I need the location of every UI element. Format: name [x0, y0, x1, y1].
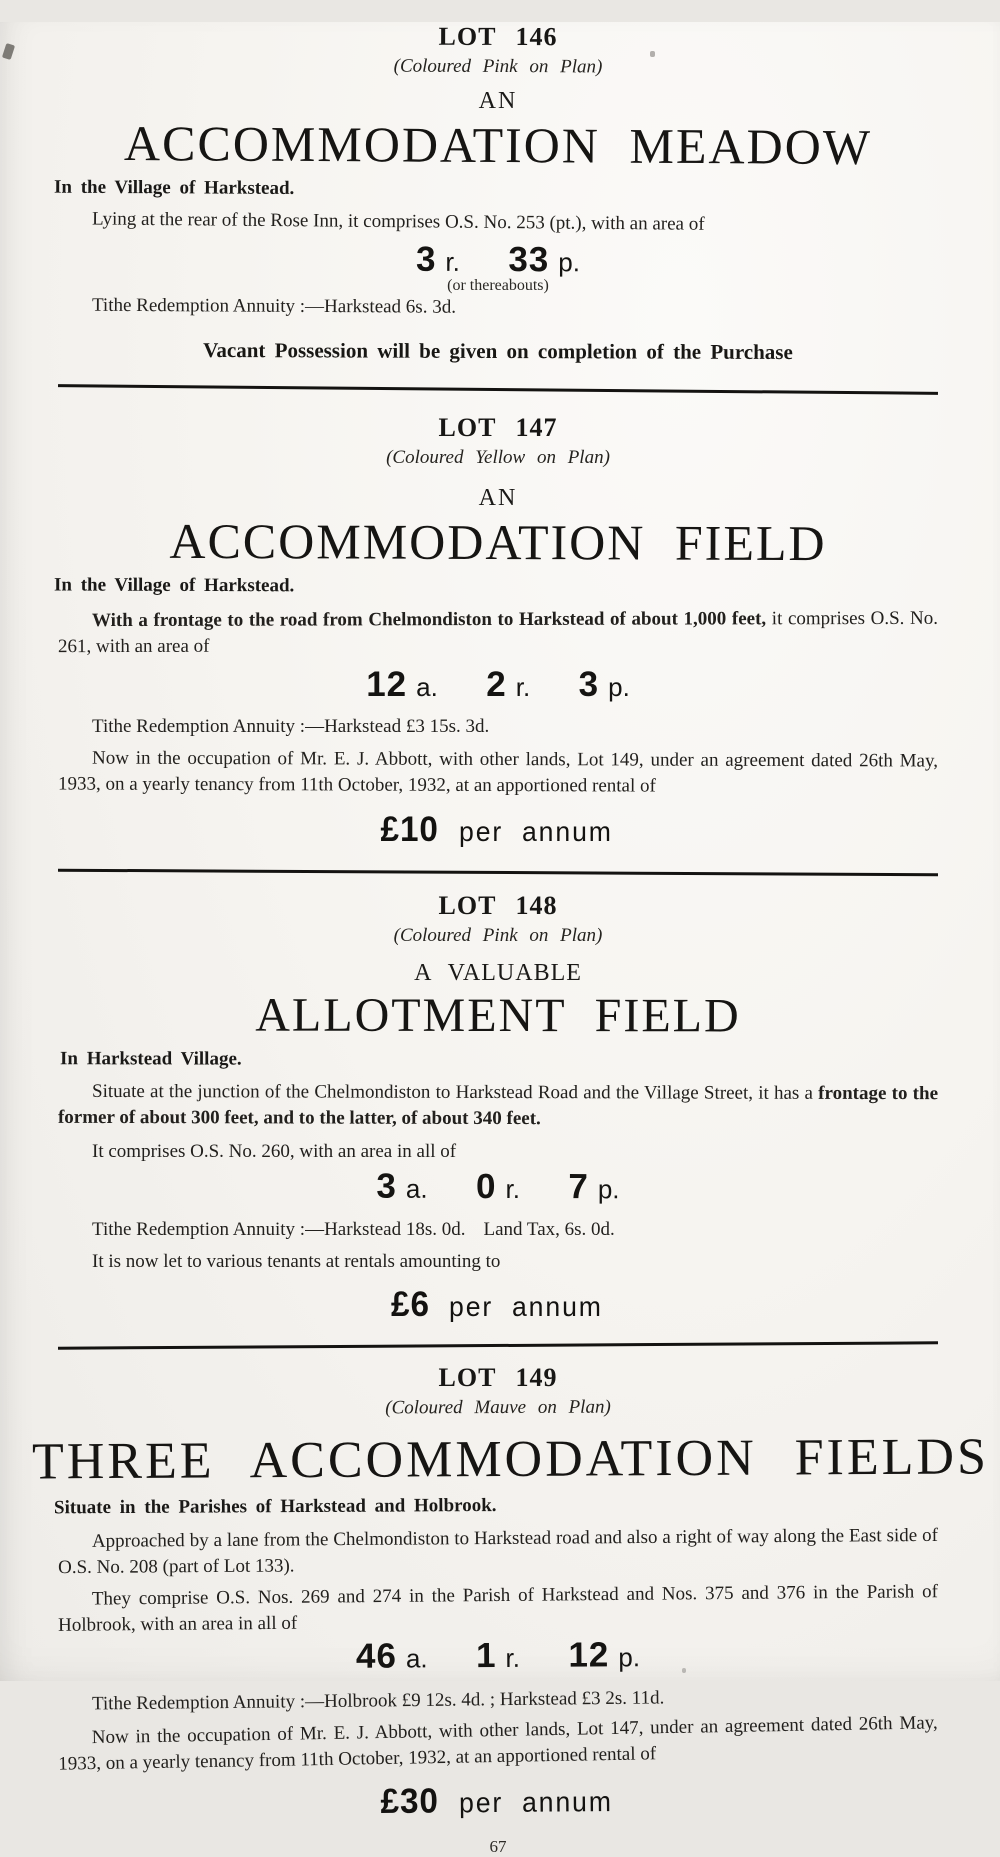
area-pair — [416, 241, 460, 280]
pre-title: AN — [478, 485, 518, 512]
colour-note: (Coloured Pink on Plan) — [393, 925, 603, 947]
area-note: (or thereabouts) — [447, 277, 549, 295]
rent-line — [58, 1285, 938, 1325]
section-divider — [58, 1341, 938, 1349]
area-pair — [366, 666, 438, 705]
colour-note: (Coloured Yellow on Plan) — [386, 447, 610, 469]
description-bold: With a frontage to the road from Chelmondiston to Harkstead of about 1,000 feet, — [91, 608, 772, 632]
lot-147-section — [53, 413, 939, 874]
area-pair — [476, 1637, 520, 1676]
description-bold: frontage to the former of about 300 feet, and to the latter, of about 340 feet. — [57, 1082, 939, 1129]
description-paragraph — [58, 606, 938, 660]
lot-title: ALLOTMENT FIELD — [255, 988, 741, 1043]
lot-heading: LOT 148 — [438, 891, 558, 921]
area-number: 33 — [508, 239, 550, 280]
lot-title: ACCOMMODATION MEADOW — [123, 115, 873, 175]
area-number: 46 — [355, 1636, 397, 1676]
rent-line — [58, 1778, 938, 1826]
tithe-line: Tithe Redemption Annuity :—Holbrook £9 12s. 4d. ; Harkstead £3 2s. 11d. — [91, 1687, 665, 1715]
area-number: 3 — [376, 1167, 397, 1207]
location-line: In the Village of Harkstead. — [53, 574, 295, 597]
area-number: 2 — [486, 664, 507, 704]
lot-title: ACCOMMODATION FIELD — [169, 513, 827, 572]
possession-line: Vacant Possession will be given on completion of the Purchase — [203, 338, 793, 365]
lot-146-section — [53, 21, 938, 391]
tithe-line: Tithe Redemption Annuity :—Harkstead 6s. 3d. — [91, 295, 457, 319]
comprises-paragraph: It comprises O.S. No. 260, with an area in all of — [92, 1140, 457, 1162]
section-divider — [58, 384, 938, 395]
lot-heading: LOT 146 — [438, 21, 558, 52]
area-figure — [58, 1167, 938, 1208]
page-number: 67 — [489, 1837, 507, 1857]
rent-amount: £30 — [380, 1781, 440, 1822]
area-pair — [376, 1168, 427, 1207]
description-pre: Situate at the junction of the Chelmondiston to Harkstead Road and the Village Street, it has a — [92, 1080, 819, 1104]
area-number: 7 — [568, 1167, 589, 1207]
tithe-text: Tithe Redemption Annuity :—Harkstead 18s. 0d. — [92, 1218, 466, 1240]
description-paragraph — [58, 1079, 938, 1133]
section-divider — [58, 869, 938, 877]
pre-title: A VALUABLE — [414, 960, 582, 987]
rent-line — [58, 810, 938, 850]
rent-per-annum: per annum — [448, 1290, 603, 1322]
area-unit: a. — [405, 1174, 428, 1205]
area-number: 1 — [475, 1636, 497, 1676]
area-pair — [568, 1169, 619, 1208]
occupation-paragraph: Now in the occupation of Mr. E. J. Abbott, with other lands, Lot 149, under an agreement dated 26th May, 1933, on a yearly tenancy from 11th October, 1932, at an apportioned rental of — [57, 748, 939, 797]
tithe-line — [92, 1219, 938, 1241]
rent-amount: £10 — [380, 810, 440, 850]
area-unit: p. — [618, 1642, 641, 1673]
colour-note: (Coloured Pink on Plan) — [393, 55, 603, 78]
rent-per-annum: per annum — [458, 816, 613, 848]
area-unit: r. — [505, 1174, 520, 1205]
area-pair — [486, 666, 530, 705]
location-line: In Harkstead Village. — [59, 1048, 242, 1070]
lot-heading: LOT 149 — [438, 1362, 558, 1392]
description-paragraph: Lying at the rear of the Rose Inn, it comprises O.S. No. 253 (pt.), with an area of — [91, 208, 705, 235]
description-rest: it comprises O.S. No. 261, with an area of — [58, 608, 938, 658]
lot-148-section — [58, 891, 938, 1347]
area-unit: p. — [597, 1174, 620, 1205]
catalogue-page — [0, 21, 1000, 1857]
area-figure — [58, 1635, 938, 1678]
area-number: 0 — [475, 1167, 497, 1207]
area-unit: a. — [416, 671, 438, 702]
rent-per-annum: per annum — [458, 1786, 613, 1819]
area-unit: a. — [405, 1643, 428, 1674]
occupation-paragraph: Now in the occupation of Mr. E. J. Abbott, with other lands, Lot 147, under an agreement dated 26th May, 1933, on a yearly tenancy from 11th October, 1932, at an apportioned rental of — [58, 1712, 938, 1775]
rent-amount: £6 — [390, 1284, 430, 1324]
area-number: 3 — [415, 239, 437, 279]
lot-149-section — [31, 1362, 990, 1822]
area-pair — [508, 241, 580, 280]
letting-paragraph: It is now let to various tenants at rentals amounting to — [92, 1250, 501, 1272]
ink-speck — [2, 43, 15, 60]
area-unit: r. — [515, 671, 531, 702]
area-number: 3 — [578, 664, 600, 704]
area-pair — [476, 1168, 520, 1207]
area-unit: p. — [608, 671, 630, 702]
approach-paragraph: Approached by a lane from the Chelmondiston to Harkstead road and also a right of way along the East side of O.S. No. 208 (part of Lot 133). — [58, 1524, 938, 1578]
area-pair — [568, 1637, 640, 1676]
location-line: Situate in the Parishes of Harkstead and Holbrook. — [53, 1494, 497, 1519]
area-pair — [356, 1638, 428, 1677]
comprises-paragraph: They comprise O.S. Nos. 269 and 274 in the Parish of Harkstead and Nos. 375 and 376 in the Parish of Holbrook, with an area in all of — [58, 1580, 938, 1636]
lot-heading: LOT 147 — [438, 413, 558, 443]
location-line: In the Village of Harkstead. — [53, 176, 295, 199]
area-unit: r. — [445, 246, 460, 277]
area-pair — [579, 666, 630, 705]
lot-title: THREE ACCOMMODATION FIELDS — [31, 1428, 990, 1491]
land-tax-text: Land Tax, 6s. 0d. — [483, 1218, 615, 1240]
area-number: 12 — [568, 1635, 610, 1675]
colour-note: (Coloured Mauve on Plan) — [385, 1396, 611, 1419]
area-unit: p. — [558, 247, 581, 278]
area-figure — [58, 666, 938, 705]
area-number: 12 — [366, 664, 408, 704]
tithe-line: Tithe Redemption Annuity :—Harkstead £3 15s. 3d. — [92, 716, 490, 738]
area-figure — [58, 239, 938, 281]
area-unit: r. — [505, 1643, 521, 1674]
pre-title: AN — [478, 88, 518, 114]
